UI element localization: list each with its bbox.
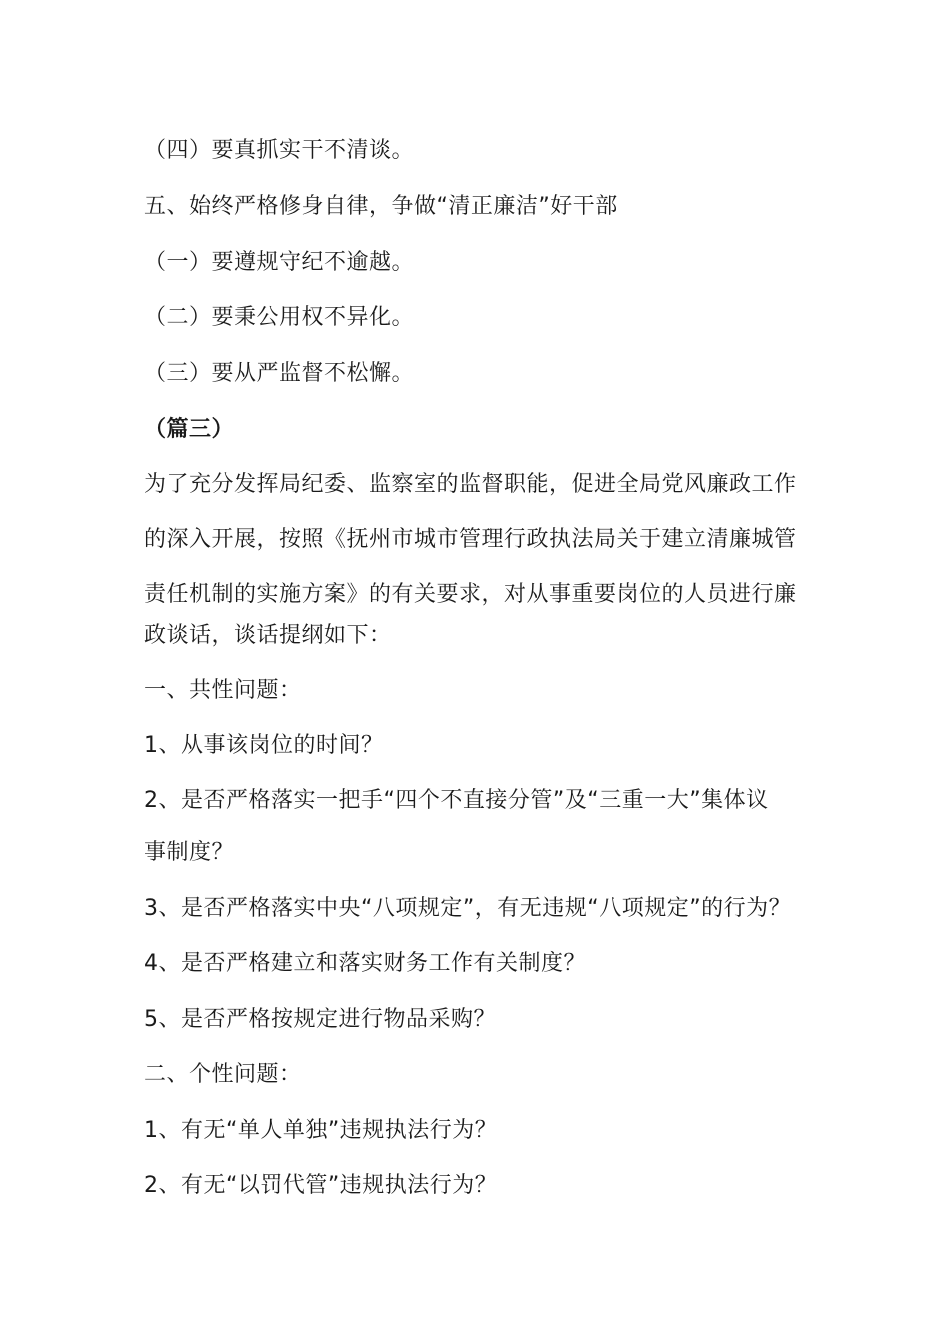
section-item-4: （四）要真抓实干不清谈。 xyxy=(144,138,415,163)
part-title: （篇三） xyxy=(144,417,235,442)
section-heading-common: 一、共性问题： xyxy=(144,678,302,703)
section-item-1: （一）要遵规守纪不逾越。 xyxy=(144,250,415,275)
question-item: 2、是否严格落实一把手“四个不直接分管”及“三重一大”集体议 xyxy=(144,788,769,813)
paragraph-line: 责任机制的实施方案》的有关要求，对从事重要岗位的人员进行廉 xyxy=(144,582,797,607)
question-item: 1、有无“单人单独”违规执法行为？ xyxy=(144,1118,498,1143)
section-heading-5: 五、始终严格修身自律，争做“清正廉洁”好干部 xyxy=(144,194,618,219)
question-item: 1、从事该岗位的时间？ xyxy=(144,733,384,758)
section-item-3: （三）要从严监督不松懈。 xyxy=(144,361,415,386)
paragraph-line: 政谈话，谈话提纲如下： xyxy=(144,623,392,648)
question-item-continuation: 事制度？ xyxy=(144,840,235,865)
section-heading-individual: 二、个性问题： xyxy=(144,1062,302,1087)
question-item: 4、是否严格建立和落实财务工作有关制度？ xyxy=(144,951,586,976)
question-item: 5、是否严格按规定进行物品采购？ xyxy=(144,1007,496,1032)
paragraph-line: 的深入开展，按照《抚州市城市管理行政执法局关于建立清廉城管 xyxy=(144,527,797,552)
paragraph-line: 为了充分发挥局纪委、监察室的监督职能，促进全局党风廉政工作 xyxy=(144,472,797,497)
section-item-2: （二）要秉公用权不异化。 xyxy=(144,305,415,330)
question-item: 3、是否严格落实中央“八项规定”，有无违规“八项规定”的行为？ xyxy=(144,896,792,921)
question-item: 2、有无“以罚代管”违规执法行为？ xyxy=(144,1173,498,1198)
